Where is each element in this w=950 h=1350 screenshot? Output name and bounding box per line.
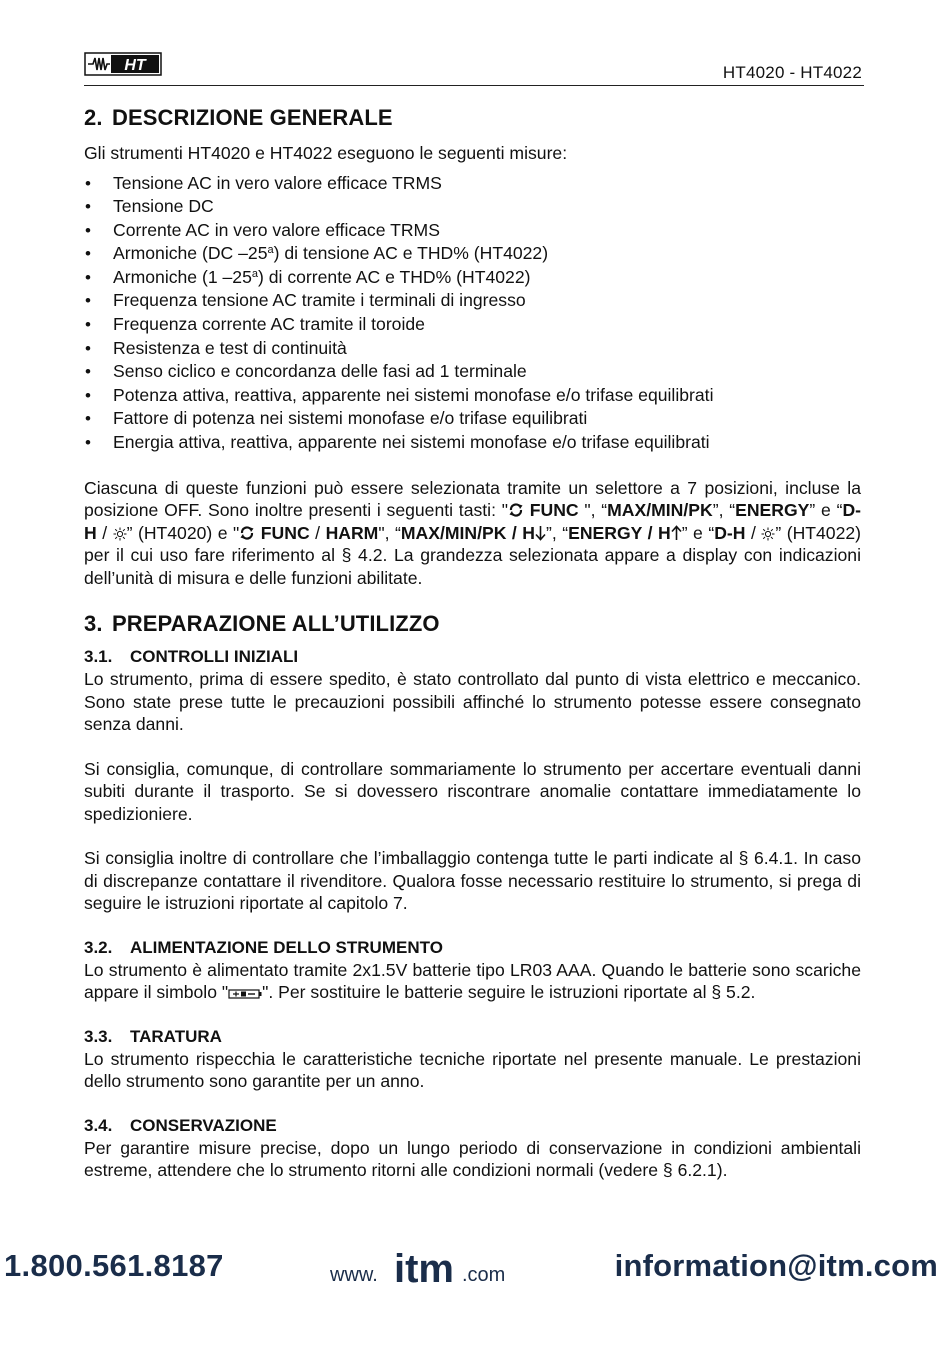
backlight-icon	[113, 527, 127, 541]
paragraph: Si consiglia inoltre di controllare che l’imballaggio contenga tutte le parti indicate al § 6.4.1. In caso di discrepanze contattare il rivenditore. Qualora fosse necessario restituire lo strumento, si prega di seguire le istruzioni riportate al capitolo 7.	[84, 848, 861, 914]
page-header	[84, 50, 864, 86]
cycle-icon	[239, 525, 255, 541]
low-battery-icon	[228, 988, 262, 1000]
list-item: • Resistenza e test di continuità	[84, 337, 861, 361]
document-code: HT4020 - HT4022	[722, 63, 862, 82]
email-address[interactable]: information@itm.com	[614, 1248, 938, 1283]
paragraph: Lo strumento rispecchia le caratteristiche tecniche riportate nel presente manuale. Le prestazioni dello strumento sono garantite per un anno.	[84, 1048, 861, 1092]
section-title: DESCRIZIONE GENERALE	[112, 105, 393, 130]
paragraph: Si consiglia, comunque, di controllare sommariamente lo strumento per accertare eventuali danni subiti durante il trasporto. Se si dovessero riscontrare anomalie contattare immediatamente lo spedizioniere.	[84, 758, 861, 824]
arrow-up-icon	[671, 525, 682, 541]
list-item: • Armoniche (DC –25$^a$) di tensione AC e THD% (HT4022)	[84, 242, 861, 266]
cycle-icon	[508, 502, 524, 518]
section-2-intro: Gli strumenti HT4020 e HT4022 eseguono le seguenti misure:	[84, 143, 568, 163]
svg-text:itm: itm	[394, 1250, 454, 1286]
itm-logo	[386, 1250, 462, 1286]
contact-footer: 1.800.561.8187 www. itm .com information@itm.com	[0, 1248, 950, 1292]
paragraph: Lo strumento è alimentato tramite 2x1.5V batterie tipo LR03 AAA. Quando le batterie sono scariche appare il simbolo " ". Per sostituire le batterie seguire le istruzioni riportate al § 5.2.	[84, 959, 861, 1003]
list-item: • Tensione AC in vero valore efficace TRMS	[84, 172, 861, 196]
arrow-down-icon	[535, 525, 546, 541]
page-content	[84, 104, 861, 1182]
backlight-icon	[761, 527, 775, 541]
section-3-heading	[84, 610, 861, 638]
list-item: • Armoniche (1 –25$^a$) di corrente AC e THD% (HT4022)	[84, 266, 861, 290]
list-item: • Frequenza tensione AC tramite i terminali di ingresso	[84, 289, 861, 313]
subsection-3-3-heading: 3.3. TARATURA	[84, 1026, 222, 1046]
section-number: 3.	[84, 611, 103, 637]
section-number: 2.	[84, 105, 103, 130]
list-item: • Frequenza corrente AC tramite il toroide	[84, 313, 861, 337]
section-title: PREPARAZIONE ALL’UTILIZZO	[112, 611, 440, 637]
subsection-3-2-heading: 3.2. ALIMENTAZIONE DELLO STRUMENTO	[84, 937, 443, 957]
paragraph: Per garantire misure precise, dopo un lungo periodo di conservazione in condizioni ambientali estreme, attendere che lo strumento ritorni alle condizioni normali (vedere § 6.2.1).	[84, 1137, 861, 1181]
phone-number[interactable]: 1.800.561.8187	[4, 1248, 224, 1283]
list-item: • Senso ciclico e concordanza delle fasi ad 1 terminale	[84, 360, 861, 384]
svg-text:HT: HT	[124, 57, 146, 74]
section-2-keys-paragraph: Ciascuna di queste funzioni può essere selezionata tramite un selettore a 7 posizioni, incluse la posizione OFF. Sono inoltre presenti i seguenti tasti: " FUNC ", “MAX/MIN/PK”, “ENERGY” e “D-H / ” (HT4020) e " FUNC / HARM", “MAX/MIN/PK / H ”, “ENERGY / H ” e “D-H / ” (HT4022) per il cui uso fare riferimento al § 4.2. La grandezza selezionata appare a display con indicazioni dell’unità di misura e delle funzioni abilitate.	[84, 477, 862, 588]
list-item: • Corrente AC in vero valore efficace TRMS	[84, 219, 861, 243]
ht-logo	[84, 52, 164, 76]
list-item: • Energia attiva, reattiva, apparente nei sistemi monofase e/o trifase equilibrati	[84, 431, 861, 455]
measurement-list	[84, 172, 861, 455]
paragraph: Lo strumento, prima di essere spedito, è stato controllato dal punto di vista elettrico e meccanico. Sono state prese tutte le precauzioni possibili affinché lo strumento potesse essere consegnato senza danni.	[84, 669, 861, 735]
subsection-3-1-heading: 3.1. CONTROLLI INIZIALI	[84, 647, 299, 667]
subsection-3-4-heading: 3.4. CONSERVAZIONE	[84, 1115, 277, 1135]
section-2-heading	[84, 104, 861, 132]
list-item: • Fattore di potenza nei sistemi monofase e/o trifase equilibrati	[84, 407, 861, 431]
list-item: • Potenza attiva, reattiva, apparente nei sistemi monofase e/o trifase equilibrati	[84, 384, 861, 408]
list-item: • Tensione DC	[84, 195, 861, 219]
